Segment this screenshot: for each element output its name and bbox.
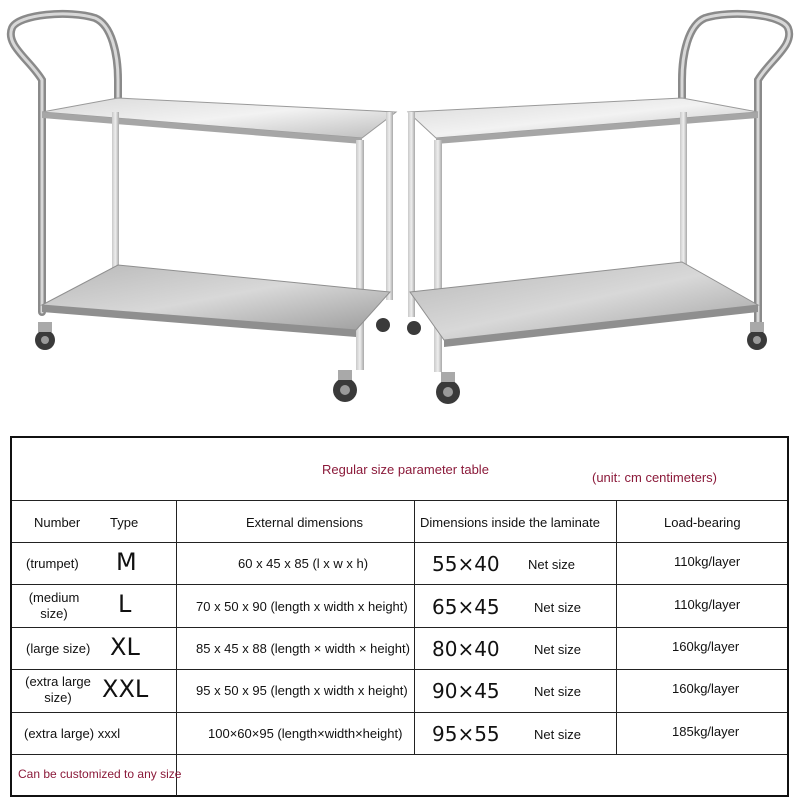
row-type: XXL	[102, 675, 149, 703]
row-net-label: Net size	[534, 727, 581, 742]
row-load: 110kg/layer	[674, 597, 741, 612]
row-inside: 95×55	[432, 722, 500, 746]
row-net-label: Net size	[534, 600, 581, 615]
row-number: (medium size)	[28, 590, 80, 621]
row-inside: 90×45	[432, 679, 500, 703]
trolley-left	[11, 14, 396, 402]
header-external-dimensions: External dimensions	[246, 515, 364, 530]
row-external: 85 x 45 x 88 (length × width × height)	[196, 641, 410, 656]
unit-note: (unit: cm centimeters)	[592, 470, 717, 485]
row-load: 160kg/layer	[672, 639, 740, 654]
customization-note: Can be customized to any size	[18, 767, 182, 781]
row-type: L	[118, 590, 132, 618]
size-parameter-table	[10, 436, 789, 797]
header-load-bearing: Load-bearing	[664, 515, 741, 530]
row-net-label: Net size	[534, 684, 581, 699]
row-number: (extra large) xxxl	[24, 726, 121, 741]
row-inside: 55×40	[432, 552, 500, 576]
header-inside-dimensions: Dimensions inside the laminate	[420, 515, 600, 530]
header-number: Number	[34, 515, 81, 530]
row-load: 185kg/layer	[672, 724, 740, 739]
row-external: 95 x 50 x 95 (length x width x height)	[196, 683, 408, 698]
table-title: Regular size parameter table	[322, 462, 489, 477]
row-load: 160kg/layer	[672, 681, 740, 696]
row-net-label: Net size	[528, 557, 575, 572]
row-external: 70 x 50 x 90 (length x width x height)	[196, 599, 408, 614]
row-number: (trumpet)	[26, 556, 79, 571]
row-external: 60 x 45 x 85 (l x w x h)	[238, 556, 369, 571]
row-type: XL	[110, 633, 140, 661]
row-external: 100×60×95 (length×width×height)	[208, 726, 403, 741]
row-inside: 65×45	[432, 595, 500, 619]
header-type: Type	[110, 515, 139, 530]
row-net-label: Net size	[534, 642, 581, 657]
row-number: (large size)	[26, 641, 91, 656]
row-number: (extra large size)	[25, 674, 91, 705]
row-load: 110kg/layer	[674, 554, 741, 569]
row-type: M	[116, 548, 137, 576]
row-inside: 80×40	[432, 637, 500, 661]
trolley-right	[407, 14, 789, 404]
